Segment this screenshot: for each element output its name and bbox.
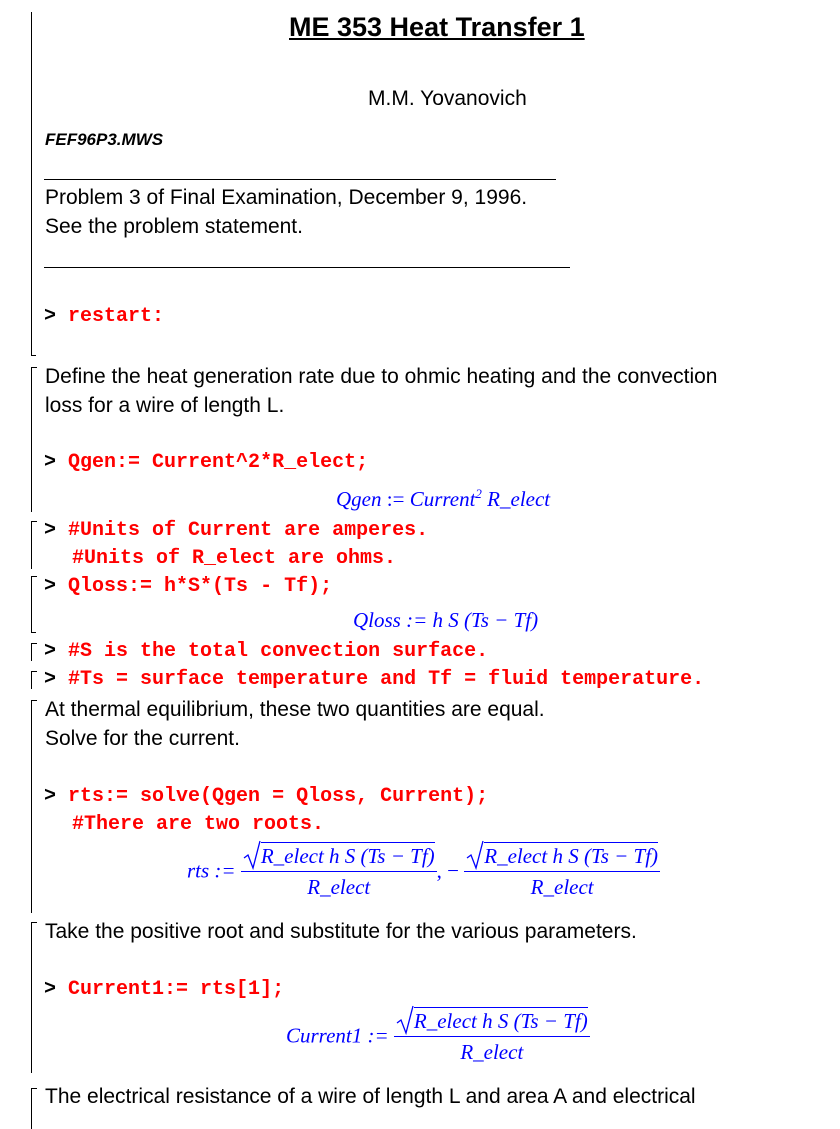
group-bracket[interactable] [31,576,37,633]
prompt: > [44,640,57,663]
comment-text[interactable]: #Units of Current are amperes. [68,519,429,542]
command-text[interactable]: Qloss:= h*S*(Ts - Tf); [68,575,333,598]
worksheet-filename: FEF96P3.MWS [45,130,164,149]
text-positive-root: Take the positive root and substitute for the various parameters. [45,920,637,943]
group-bracket-end [31,627,36,633]
text-define-2: loss for a wire of length L. [45,394,285,417]
output-qloss: Qloss := h S (Ts − Tf) [353,608,539,632]
comment-text[interactable]: #S is the total convection surface. [68,640,489,663]
divider-rule [44,179,556,180]
input-line-comment-s[interactable] [44,640,488,663]
text-resistance: The electrical resistance of a wire of length L and area A and electrical [45,1085,696,1108]
comment-text[interactable]: #Ts = surface temperature and Tf = fluid temperature. [68,668,705,691]
input-line-units[interactable] [44,519,428,542]
input-line-qloss[interactable] [44,575,332,598]
text-equilibrium-1: At thermal equilibrium, these two quantities are equal. [45,698,545,721]
prompt: > [44,668,57,691]
group-bracket[interactable] [31,1088,37,1129]
prompt: > [44,451,57,474]
input-line-rts[interactable] [44,785,488,808]
prompt: > [44,575,57,598]
input-line-current1[interactable] [44,978,284,1001]
prompt: > [44,978,57,1001]
prompt: > [44,519,57,542]
output-current1: Current1 := $\frac{\text{R\_elect h S (Ts − Tf)}}{\text{R\_elect}}$ [286,1007,590,1065]
intro-line-2: See the problem statement. [45,215,303,238]
root-negative: $\frac{\text{R\_elect h S (Ts − Tf)}}{\text{R\_elect}}$ [464,842,660,900]
group-bracket[interactable] [31,922,37,1073]
group-bracket[interactable] [31,367,37,512]
input-line-restart[interactable] [44,305,164,328]
command-text[interactable]: Qgen:= Current^2*R_elect; [68,451,369,474]
input-line-units-2[interactable] [72,547,396,570]
output-rts: rts := $\frac{\text{R\_elect h S (Ts − Tf)}}{\text{R\_elect}}$ , − $\frac{\text{R\_elect h S (Ts − Tf)}}{\text{R\_elect}}$ [187,842,660,900]
intro-line-1: Problem 3 of Final Examination, December 9, 1996. [45,186,528,209]
group-bracket[interactable] [31,671,37,689]
prompt: > [44,305,57,328]
output-qgen: Qgen := Current$^2$ R_elect [336,486,551,511]
command-text[interactable]: rts:= solve(Qgen = Qloss, Current); [68,785,489,808]
prompt: > [44,785,57,808]
group-bracket[interactable] [31,700,37,913]
text-equilibrium-2: Solve for the current. [45,727,240,750]
command-text[interactable]: Current1:= rts[1]; [68,978,285,1001]
comment-text[interactable]: #There are two roots. [72,813,325,836]
command-text[interactable]: restart: [68,305,165,328]
group-bracket[interactable] [31,643,37,661]
input-line-rts-comment[interactable] [72,813,324,836]
input-line-qgen[interactable] [44,451,368,474]
text-define-1: Define the heat generation rate due to ohmic heating and the convection [45,365,718,388]
root-positive: $\frac{\text{R\_elect h S (Ts − Tf)}}{\text{R\_elect}}$ [394,1007,590,1065]
group-bracket[interactable] [31,12,32,355]
author-name: M.M. Yovanovich [368,87,527,110]
document-title: ME 353 Heat Transfer 1 [289,12,585,42]
group-bracket-end [31,350,36,356]
group-bracket[interactable] [31,521,37,569]
comment-text[interactable]: #Units of R_elect are ohms. [72,547,397,570]
root-positive: $\frac{\text{R\_elect h S (Ts − Tf)}}{\text{R\_elect}}$ [241,842,437,900]
input-line-comment-ts[interactable] [44,668,704,691]
divider-rule [44,267,570,268]
